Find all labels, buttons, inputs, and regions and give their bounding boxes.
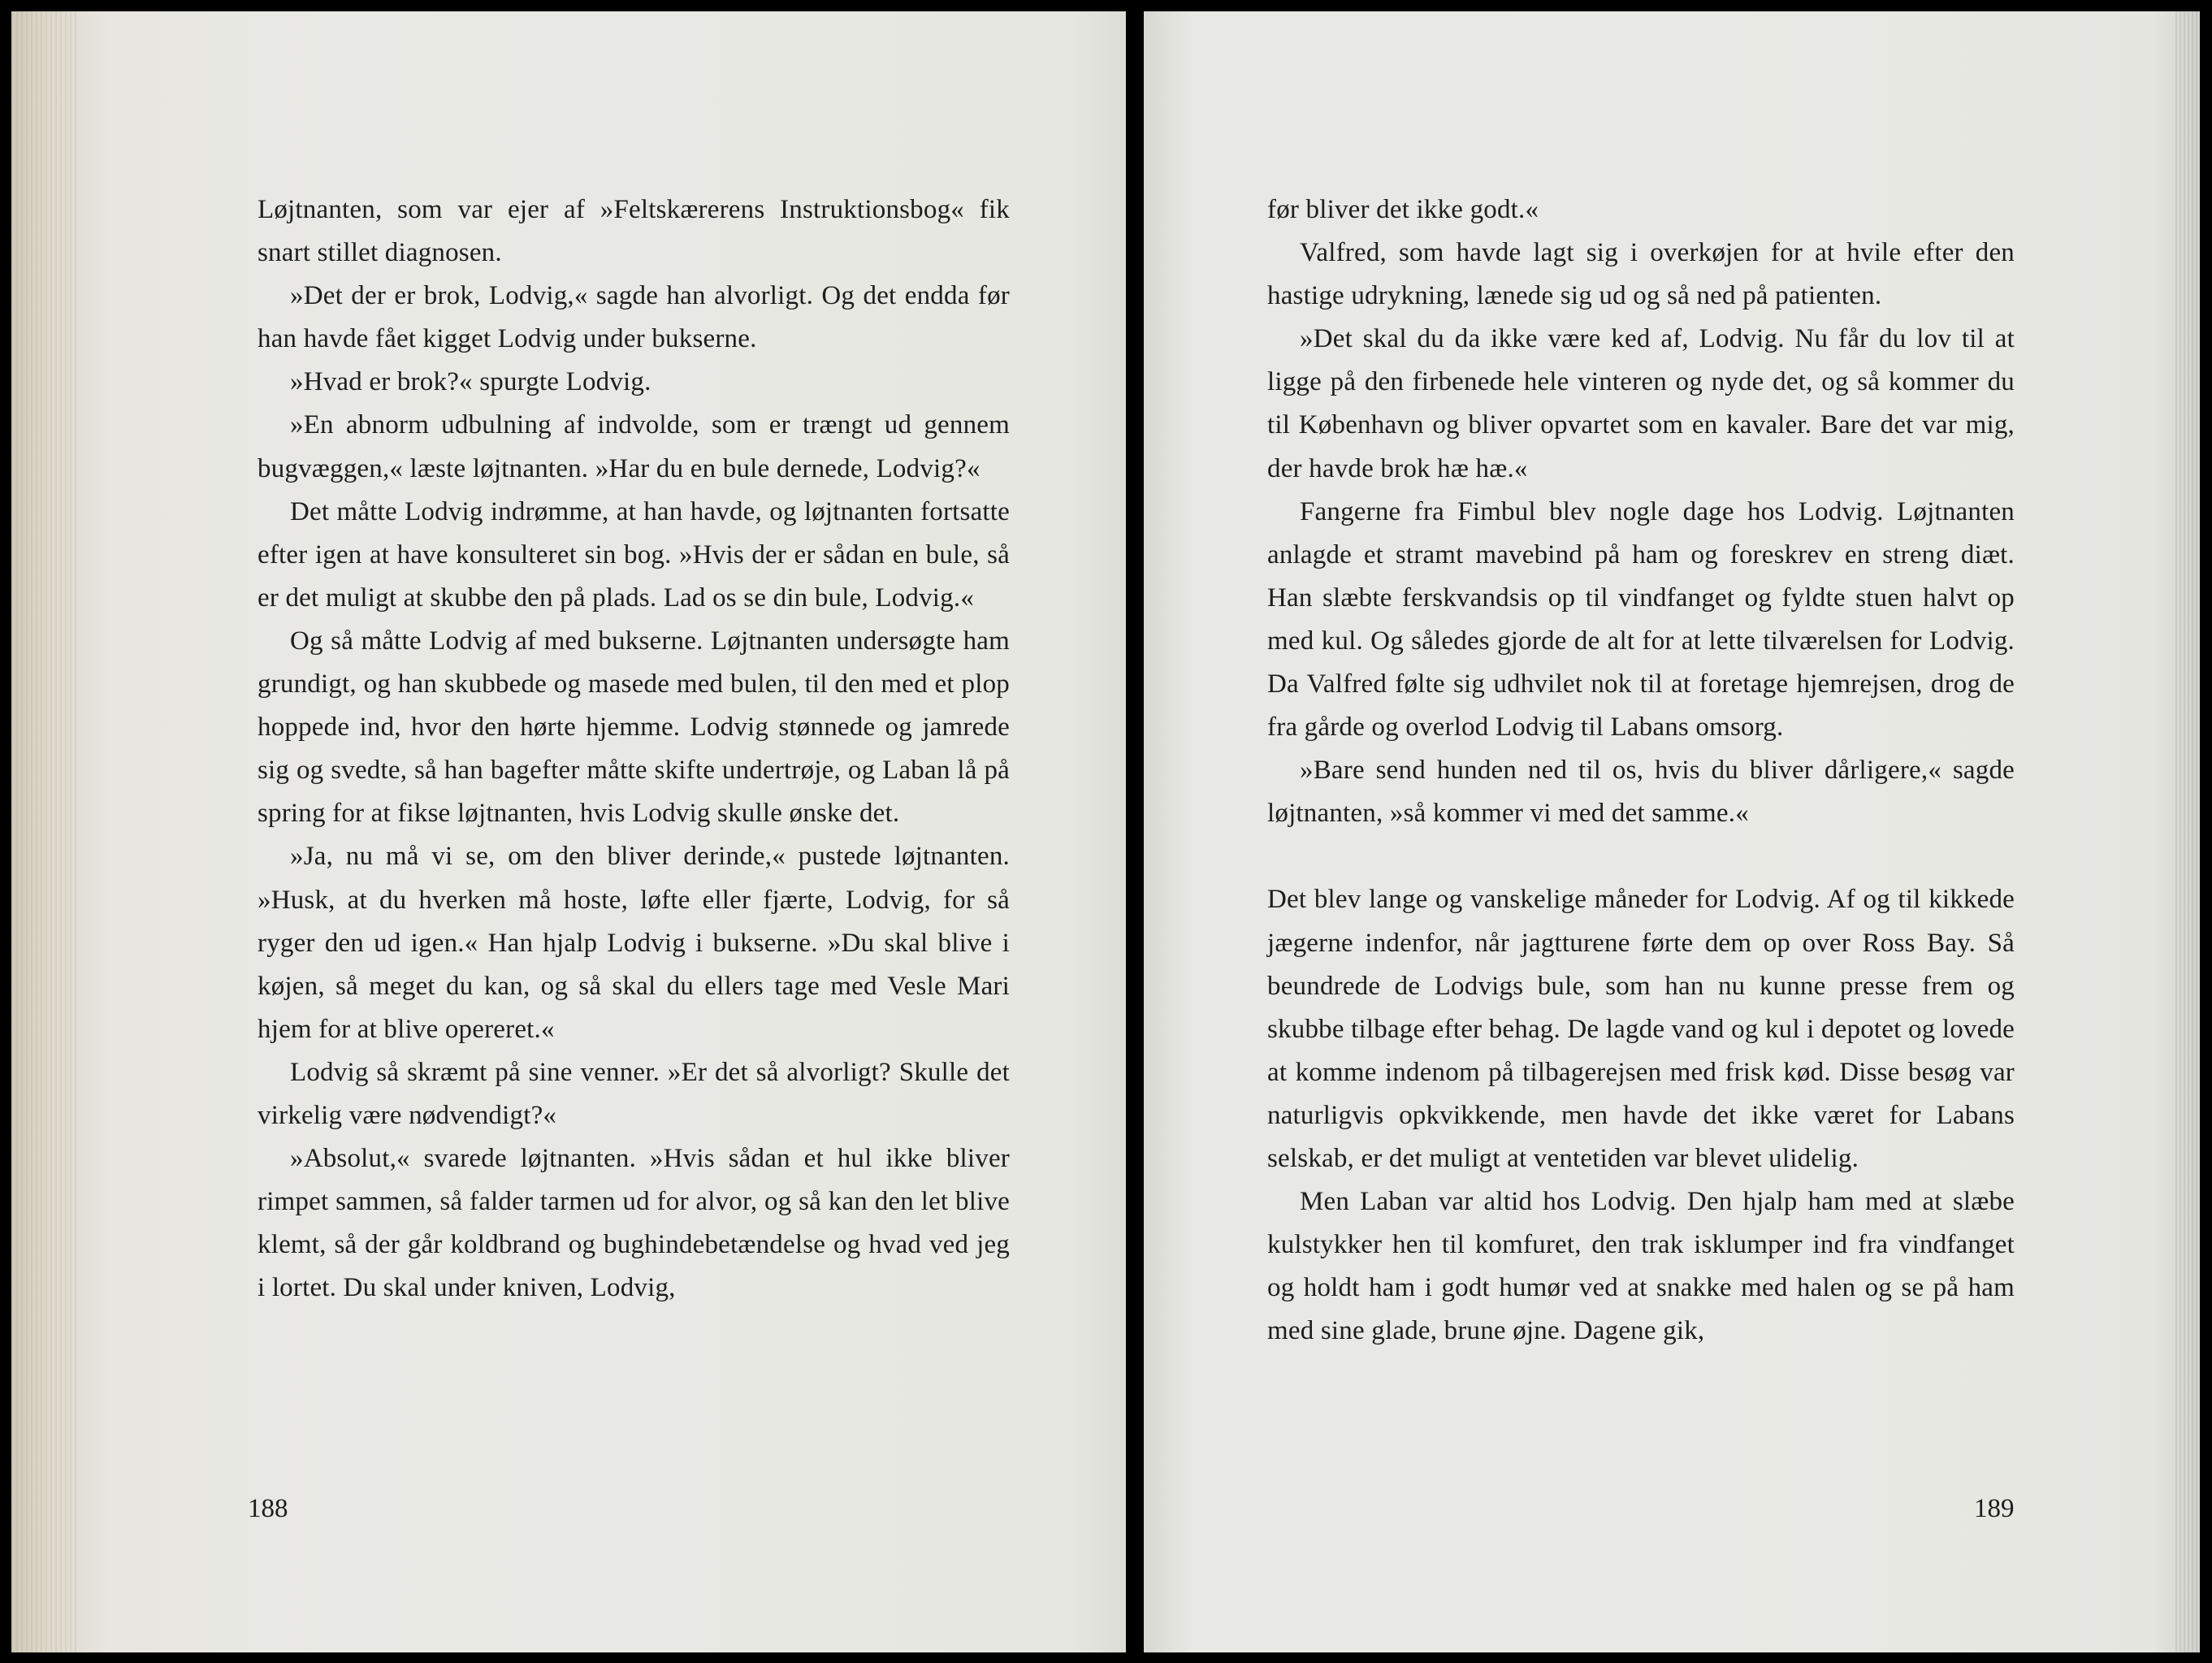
paragraph: før bliver det ikke godt.« (1267, 195, 1539, 224)
page-edges (2175, 11, 2200, 1652)
page-number: 188 (248, 1494, 288, 1523)
paragraph: »Hvad er brok?« spurgte Lodvig. (290, 367, 651, 397)
page-edges (11, 11, 76, 1652)
paragraph: Fangerne fra Fimbul blev nogle dage hos Lodvig. Løjtnanten anlagde et stramt mavebind på ham og foreskrev en streng diæt. Han slæbte ferskvandsis op til vindfanget og fyldte stuen halvt op med kul. Og således gjorde de alt for at lette tilværelsen for Lodvig. Da Valfred følte sig udhvilet nok til at foretage hjemrejsen, drog de fra gårde og overlod Lodvig til Labans omsorg. (1267, 496, 2015, 743)
paragraph: »Det der er brok, Lodvig,« sagde han alvorligt. Og det endda før han havde fået kigget Lodvig under bukserne. (258, 281, 1010, 354)
paragraph: Og så måtte Lodvig af med bukserne. Løjtnanten undersøgte ham grundigt, og han skubbede og masede med bulen, til den med et plop hoppede ind, hvor den hørte hjemme. Lodvig stønnede og jamrede sig og svedte, så han bagefter måtte skifte undertrøje, og Laban lå på spring for at fikse løjtnanten, hvis Lodvig skulle ønske det. (258, 626, 1010, 829)
left-page (11, 11, 1126, 1652)
paragraph: Det blev lange og vanskelige måneder for Lodvig. Af og til kikkede jægerne indenfor, når jagtturene førte dem op over Ross Bay. Så beundrede de Lodvigs bule, som han nu kunne presse frem og skubbe tilbage efter behag. De lagde vand og kul i depotet og lovede at komme indenom på tilbagerejsen med frisk kød. Disse besøg var naturligvis opkvikkende, men havde det ikke været for Labans selskab, er det muligt at ventetiden var blevet ulidelig. (1267, 885, 2015, 1173)
page-number: 189 (1974, 1494, 2015, 1523)
paragraph: »En abnorm udbulning af indvolde, som er trængt ud gennem bugvæggen,« læste løjtnanten. »Har du en bule dernede, Lodvig?« (258, 410, 1010, 483)
paragraph: Men Laban var altid hos Lodvig. Den hjalp ham med at slæbe kulstykker hen til komfuret, den trak isklumper ind fra vindfanget og holdt ham i godt humør ved at snakke med halen og se på ham med sine glade, brune øjne. Dagene gik, (1267, 1187, 2015, 1346)
section-break (1267, 835, 2015, 878)
paragraph: »Absolut,« svarede løjtnanten. »Hvis sådan et hul ikke bliver rimpet sammen, så falder tarmen ud for alvor, og så kan den let blive klemt, så der går koldbrand og bughindebetændelse og hvad ved jeg i lortet. Du skal under kniven, Lodvig, (258, 1144, 1010, 1303)
paragraph: Lodvig så skræmt på sine venner. »Er det så alvorligt? Skulle det virkelig være nødvendigt?« (258, 1057, 1010, 1130)
paragraph: Det måtte Lodvig indrømme, at han havde, og løjtnanten fortsatte efter igen at have konsulteret sin bog. »Hvis der er sådan en bule, så er det muligt at skubbe den på plads. Lad os se din bule, Lodvig.« (258, 496, 1010, 613)
paragraph: »Ja, nu må vi se, om den bliver derinde,« pustede løjtnanten. »Husk, at du hverken må hoste, løfte eller fjærte, Lodvig, for så ryger den ud igen.« Han hjalp Lodvig i bukserne. »Du skal blive i køjen, så meget du kan, og så skal du ellers tage med Vesle Mari hjem for at blive opereret.« (258, 842, 1010, 1044)
left-page-body (258, 188, 1010, 1310)
right-page-body (1267, 188, 2015, 1353)
paragraph: »Det skal du da ikke være ked af, Lodvig. Nu får du lov til at ligge på den firbenede hele vinteren og nyde det, og så kommer du til København og bliver opvartet som en kavaler. Bare det var mig, der havde brok hæ hæ.« (1267, 324, 2015, 483)
right-page (1144, 11, 2200, 1652)
paragraph: Valfred, som havde lagt sig i overkøjen for at hvile efter den hastige udrykning, lænede sig ud og så ned på patienten. (1267, 238, 2015, 311)
paragraph: Løjtnanten, som var ejer af »Feltskærerens Instruktionsbog« fik snart stillet diagnosen. (258, 195, 1010, 268)
paragraph: »Bare send hunden ned til os, hvis du bliver dårligere,« sagde løjtnanten, »så kommer vi med det samme.« (1267, 756, 2015, 829)
